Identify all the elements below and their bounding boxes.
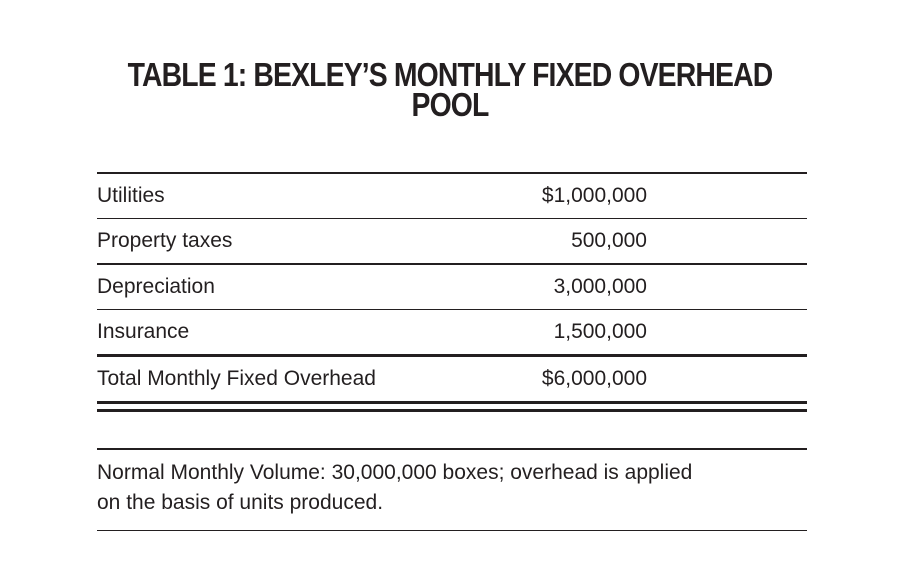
row-value: 3,000,000 — [553, 274, 647, 298]
row-label: Insurance — [97, 320, 190, 343]
row-value: 500,000 — [571, 229, 647, 252]
table-title-line-2: POOL — [411, 86, 489, 123]
overhead-table — [97, 172, 807, 412]
row-value: $1,000,000 — [541, 183, 647, 207]
row-label: Property taxes — [97, 229, 233, 252]
table-row-utilities — [97, 174, 807, 218]
table-title-line-1: TABLE 1: BEXLEY’S MONTHLY FIXED OVERHEAD — [127, 56, 773, 93]
footnote-bottom-rule — [97, 530, 807, 532]
row-label: Depreciation — [97, 274, 215, 298]
row-value: 1,500,000 — [553, 320, 647, 343]
double-underline-bottom — [97, 409, 807, 412]
table-row-total — [97, 357, 807, 401]
total-label: Total Monthly Fixed Overhead — [97, 367, 376, 390]
row-label: Utilities — [97, 183, 165, 207]
table-footnote — [97, 448, 807, 531]
table-row-property-taxes — [97, 219, 807, 263]
total-value: $6,000,000 — [541, 367, 647, 390]
footnote-text — [97, 450, 807, 530]
table-row-depreciation — [97, 265, 807, 309]
table-title — [63, 56, 837, 123]
footnote-line-2: on the basis of units produced. — [97, 490, 384, 514]
table-row-insurance — [97, 310, 807, 354]
footnote-line-1: Normal Monthly Volume: 30,000,000 boxes; overhead is applied — [97, 460, 693, 484]
